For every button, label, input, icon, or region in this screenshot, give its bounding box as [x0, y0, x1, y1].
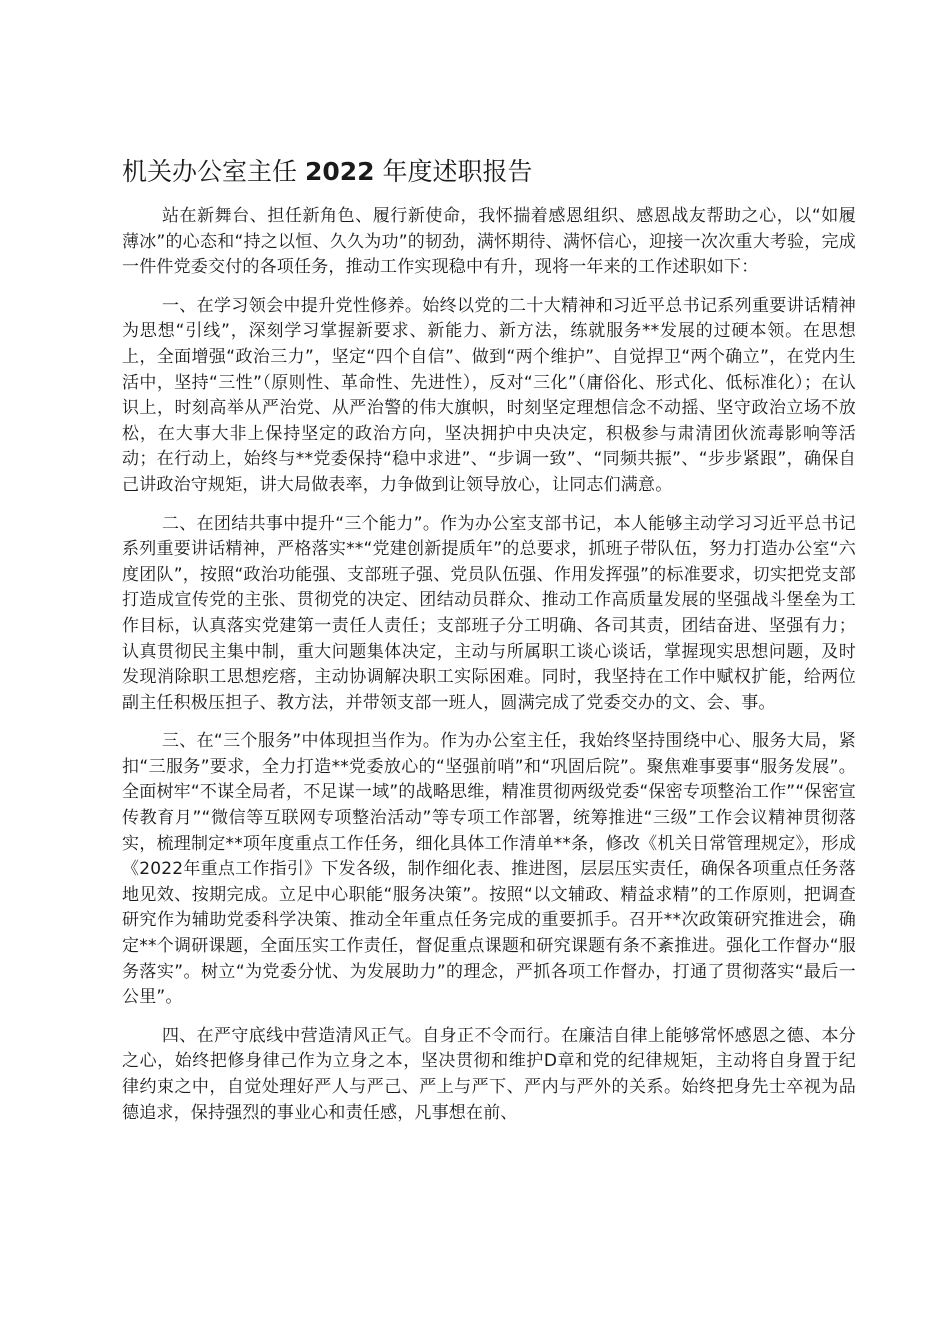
paragraph-section-4: 四、在严守底线中营造清风正气。自身正不令而行。在廉洁自律上能够常怀感恩之德、本分之心，始终把修身律己作为立身之本，坚决贯彻和维护D章和党的纪律规矩，主动将自身置于纪律约束之中，自觉处理好严人与严己、严上与严下、严内与严外的关系。始终把身先士卒视为品德追求，保持强烈的事业心和责任感，凡事想在前、 [122, 1025, 856, 1123]
title-suffix: 年度述职报告 [382, 157, 533, 186]
paragraph-section-3: 三、在“三个服务”中体现担当作为。作为办公室主任，我始终坚持围绕中心、服务大局，紧扣“三服务”要求，全力打造**党委放心的“坚强前哨”和“巩固后院”。聚焦难事要事“服务发展”。全面树牢“不谋全局者，不足谋一域”的战略思维，精准贯彻两级党委“保密专项整治工作”“保密宣传教育月”“微信等互联网专项整治活动”等专项工作部署，统筹推进“三级”工作会议精神贯彻落实，梳理制定**项年度重点工作任务，细化具体工作清单**条，修改《机关日常管理规定》，形成《2022年重点工作指引》下发各级，制作细化表、推进图，层层压实责任，确保各项重点任务落地见效、按期完成。立足中心职能“服务决策”。按照“以文辅政、精益求精”的工作原则，把调查研究作为辅助党委科学决策、推动全年重点任务完成的重要抓手。召开**次政策研究推进会，确定**个调研课题，全面压实工作责任，督促重点课题和研究课题有条不紊推进。强化工作督办“服务落实”。树立“为党委分忧、为发展助力”的理念，严抓各项工作督办，打通了贯彻落实“最后一公里”。 [122, 731, 856, 1008]
paragraph-intro: 站在新舞台、担任新角色、履行新使命，我怀揣着感恩组织、感恩战友帮助之心，以“如履薄冰”的心态和“持之以恒、久久为功”的韧劲，满怀期待、满怀信心，迎接一次次重大考验，完成一件件党委交付的各项任务，推动工作实现稳中有升，现将一年来的工作述职如下： [122, 206, 856, 278]
document-title [122, 152, 842, 192]
document-body [122, 204, 856, 1126]
title-prefix: 机关办公室主任 [122, 157, 298, 186]
title-year: 2022 [304, 157, 375, 186]
paragraph-section-1: 一、在学习领会中提升党性修养。始终以党的二十大精神和习近平总书记系列重要讲话精神为思想“引线”，深刻学习掌握新要求、新能力、新方法，练就服务**发展的过硬本领。在思想上，全面增强“政治三力”，坚定“四个自信”、做到“两个维护”、自觉捍卫“两个确立”，在党内生活中，坚持“三性”（原则性、革命性、先进性），反对“三化”（庸俗化、形式化、低标准化）；在认识上，时刻高举从严治党、从严治警的伟大旗帜，时刻坚定理想信念不动摇、坚守政治立场不放松，在大事大非上保持坚定的政治方向，坚决拥护中央决定，积极参与肃清团伙流毒影响等活动；在行动上，始终与**党委保持“稳中求进”、“步调一致”、“同频共振”、“步步紧跟”，确保自己讲政治守规矩，讲大局做表率，力争做到让领导放心，让同志们满意。 [122, 295, 856, 495]
paragraph-section-2: 二、在团结共事中提升“三个能力”。作为办公室支部书记，本人能够主动学习习近平总书记系列重要讲话精神，严格落实**“党建创新提质年”的总要求，抓班子带队伍，努力打造办公室“六度团队”，按照“政治功能强、支部班子强、党员队伍强、作用发挥强”的标准要求，切实把党支部打造成宣传党的主张、贯彻党的决定、团结动员群众、推动工作高质量发展的坚强战斗堡垒为工作目标，认真落实党建第一责任人责任；支部班子分工明确、各司其责，团结奋进、坚强有力；认真贯彻民主集中制，重大问题集体决定，主动与所属职工谈心谈话，掌握现实思想问题，及时发现消除职工思想疙瘩，主动协调解决职工实际困难。同时，我坚持在工作中赋权扩能，给两位副主任积极压担子、教方法，并带领支部一班人，圆满完成了党委交办的文、会、事。 [122, 513, 856, 713]
